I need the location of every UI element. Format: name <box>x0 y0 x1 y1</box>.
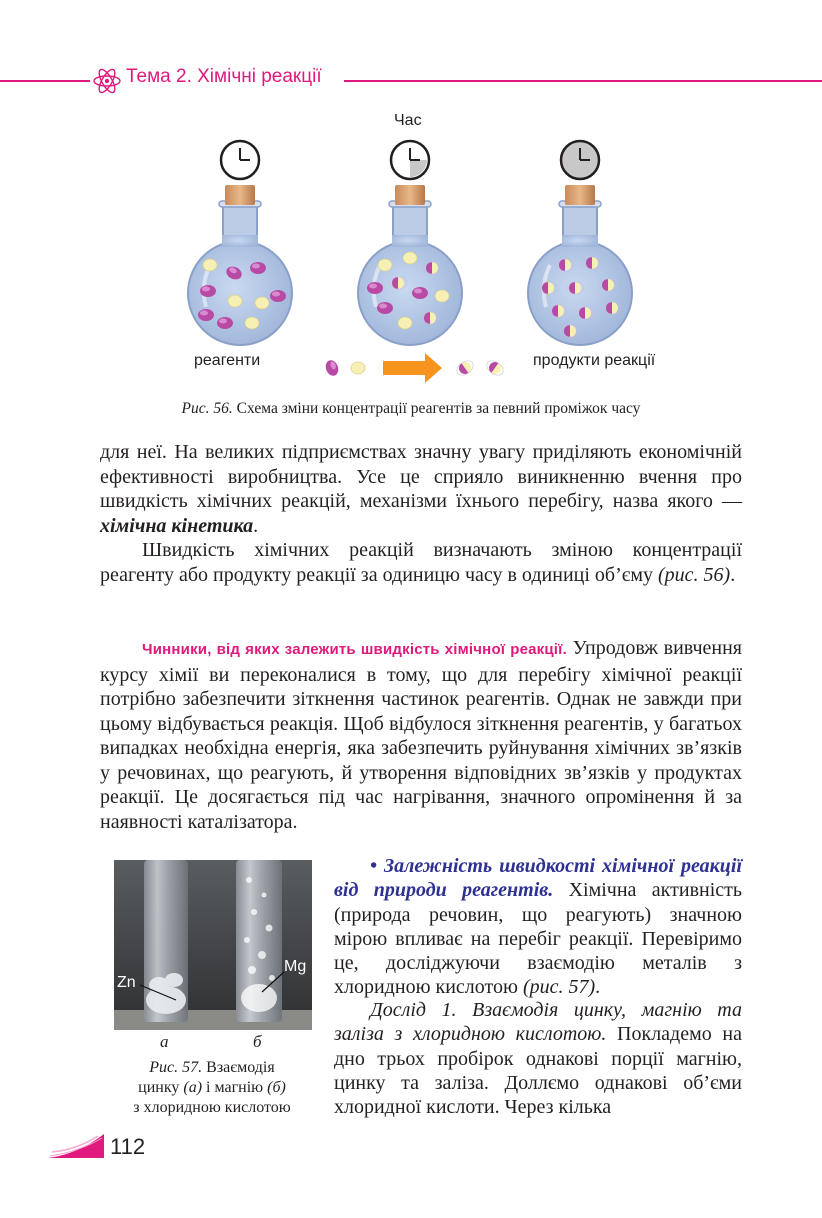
figure-reference: (рис. 56) <box>657 563 731 586</box>
figure-57-reference: (рис. 57) <box>522 976 596 999</box>
header-rule-left <box>0 80 90 82</box>
section-heading: Чинники, від яких залежить швидкість хімічної реакції. <box>142 641 567 658</box>
caption-57-b: (б) <box>267 1079 286 1096</box>
caption-57-prefix: Рис. 57. <box>149 1059 203 1076</box>
reagents-label: реагенти <box>194 352 261 369</box>
paragraph-3-text: Упродовж вивчення курсу хімії ви переконалися в тому, що для перебігу хімічної реакції потрібно забезпечити зіткнення частинок реагентів. Однак не завжди при цьому відбувається реакція. Щоб відбулося зіткнення реагентів, у багатьох випадках необхідна енергія, яка забезпечить руйнування хімічних зв’язків у речовинах, що реагують, й утворення відповідних зв’язків у продуктах реакції. Це досягається під час нагрівання, значного опромінення й за наявності каталізатора. <box>100 637 743 833</box>
caption-57-line3: з хлоридною кислотою <box>133 1099 291 1116</box>
paragraph-2-text: Швидкість хімічних реакцій визначають зміною концентрації реагенту або продукту реакції за одиницю часу в одиниці об’єму <box>100 539 742 586</box>
paragraph-1-text: для неї. На великих підприємствах значну увагу приділяють економічній ефективності виробництва. Усе це сприяло виникненню вчення про швидкість хімічних реакцій, механізми їхнього перебігу, назва якого — <box>100 441 742 512</box>
page-corner-icon <box>48 1132 106 1160</box>
figure-56-illustration <box>180 135 680 385</box>
chapter-title: Тема 2. Хімічні реакції <box>126 66 322 87</box>
flask-products <box>528 185 632 345</box>
figure-57-photo <box>114 860 312 1030</box>
clock-icon <box>391 141 429 179</box>
label-b: б <box>253 1032 262 1051</box>
time-label: Час <box>394 112 422 129</box>
label-zn: Zn <box>117 974 136 991</box>
page-number: 112 <box>110 1134 146 1159</box>
products-label: продукти реакції <box>533 352 656 369</box>
experiment-title: Дослід 1. Взаємодія цинку, магнію та заліза з хлоридною кислотою. <box>334 999 742 1046</box>
caption-57-magnesium: і магнію <box>206 1079 264 1096</box>
flask-mixed <box>358 185 462 345</box>
label-mg: Mg <box>284 958 307 975</box>
label-a: а <box>160 1032 169 1051</box>
paragraph-3 <box>100 636 742 834</box>
experiment-text: Покладемо на дно трьох пробірок однакові порції магнію, цинку та заліза. Доллємо однакові об’єми хлоридної кислоти. Через кілька <box>334 1023 742 1119</box>
bullet-paragraph <box>334 854 742 1000</box>
caption-57-zinc: цинку <box>138 1079 180 1096</box>
paragraph-1 <box>100 440 742 538</box>
caption-57-a: (а) <box>183 1079 203 1096</box>
experiment-paragraph <box>334 998 742 1119</box>
bullet-text: Хімічна активність (природа речовин, що реагують) значною мірою впливає на перебіг реакції. Перевіримо це, досліджуючи взаємодію металів з хлоридною кислотою <box>334 879 743 999</box>
paragraph-2-end: . <box>730 563 736 586</box>
figure-57-caption <box>100 1058 324 1118</box>
paragraph-2 <box>100 538 742 587</box>
header-rule-right <box>344 80 822 82</box>
term-chemical-kinetics: хімічна кінетика <box>100 514 254 537</box>
figure-56-caption <box>0 400 822 418</box>
flask-reagents <box>188 185 292 345</box>
atom-icon <box>92 66 122 96</box>
caption-57-line1: Взаємодія <box>206 1059 275 1076</box>
paragraph-1-end: . <box>253 514 259 537</box>
caption-text: Схема зміни концентрації реагентів за певний проміжок часу <box>236 400 641 417</box>
clock-icon <box>221 141 259 179</box>
clock-icon <box>561 141 599 179</box>
bullet-heading: • Залежність швидкості хімічної реакції від природи реагентів. <box>334 855 742 902</box>
caption-prefix: Рис. 56. <box>181 400 233 417</box>
arrow-icon <box>383 353 442 383</box>
bullet-end: . <box>595 976 601 999</box>
